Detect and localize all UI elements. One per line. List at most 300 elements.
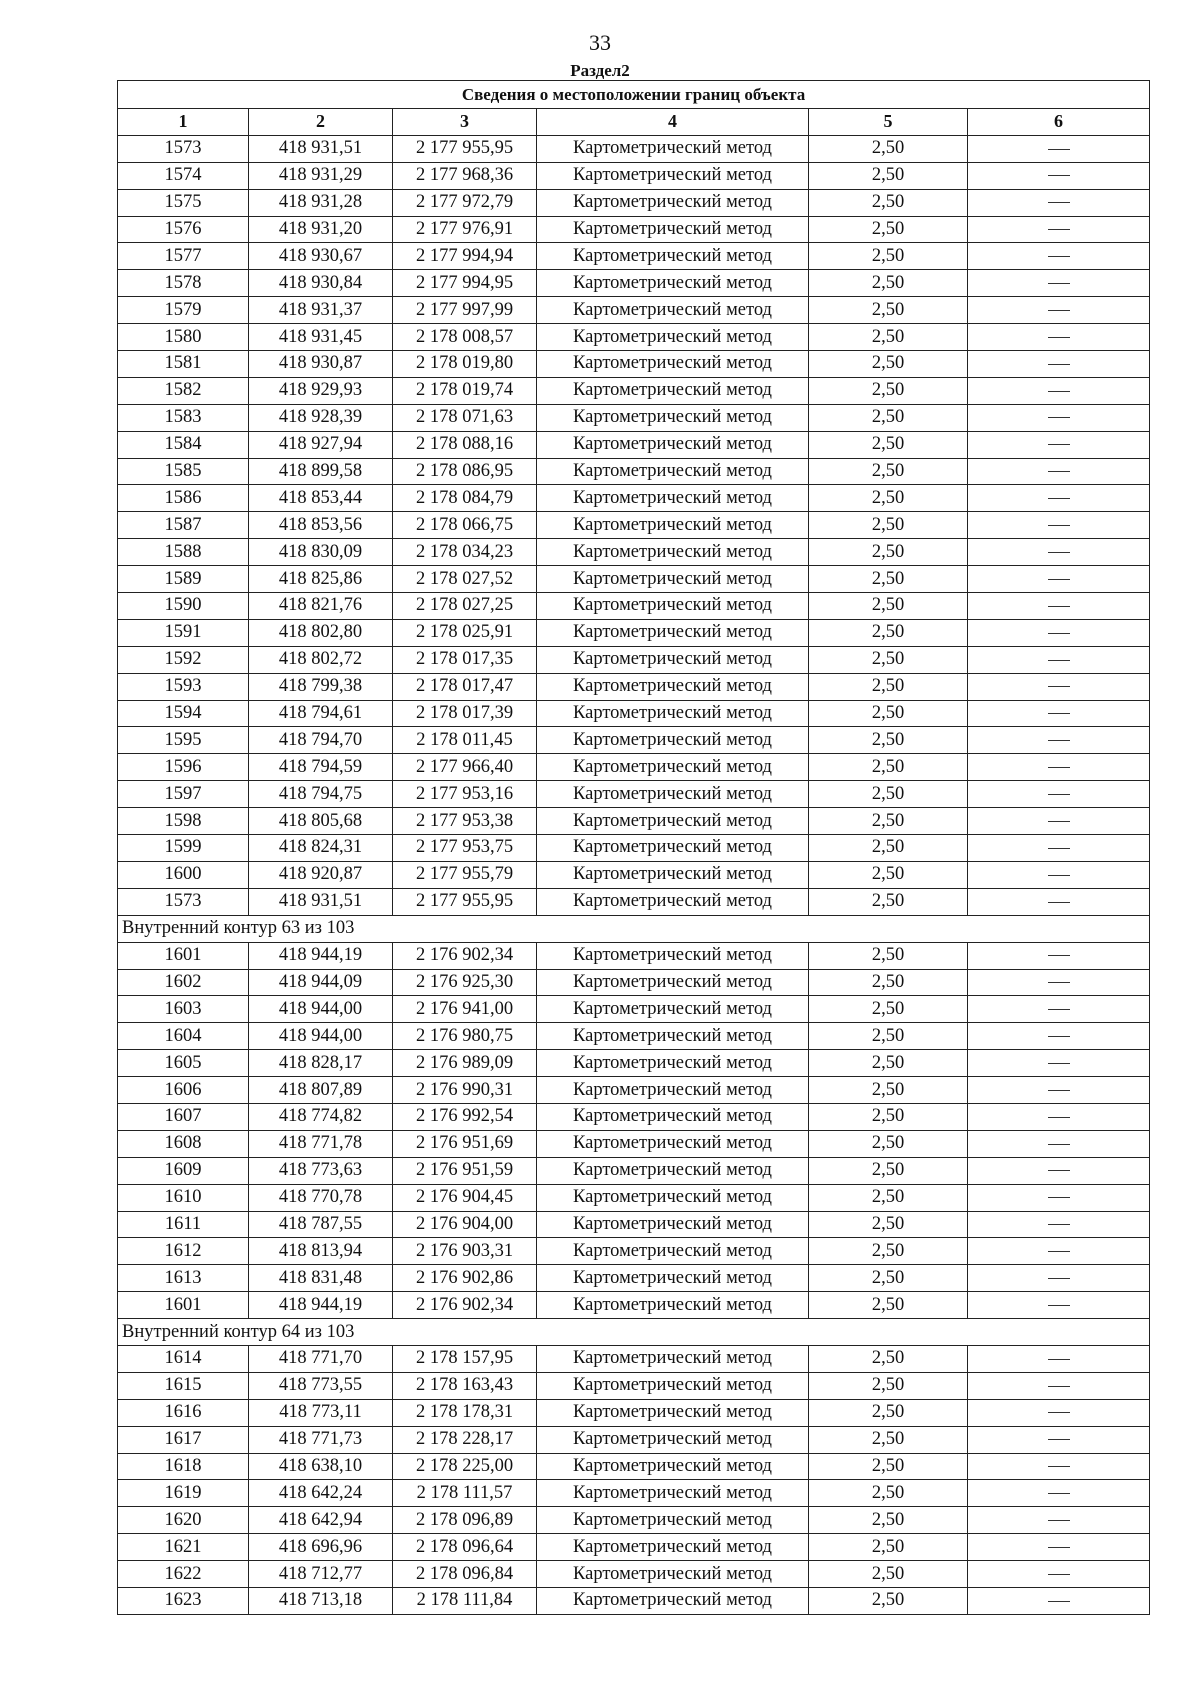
point-number-cell: 1594 (118, 700, 249, 727)
x-coordinate-cell: 418 830,09 (249, 539, 393, 566)
description-cell (968, 243, 1150, 270)
x-coordinate-cell: 418 642,94 (249, 1507, 393, 1534)
accuracy-cell: 2,50 (809, 1372, 968, 1399)
y-coordinate-cell: 2 177 966,40 (393, 754, 537, 781)
y-coordinate-cell: 2 178 088,16 (393, 431, 537, 458)
table-caption: Сведения о местоположении границ объекта (118, 81, 1150, 109)
point-number-cell: 1601 (118, 1292, 249, 1319)
y-coordinate-cell: 2 178 019,80 (393, 351, 537, 378)
section-title: Раздел2 (570, 61, 630, 80)
dash-mark (1048, 229, 1070, 230)
method-cell: Картометрический метод (537, 1426, 809, 1453)
dash-mark (1048, 310, 1070, 311)
point-number-cell: 1585 (118, 458, 249, 485)
table-row (118, 1587, 1150, 1614)
method-cell: Картометрический метод (537, 1265, 809, 1292)
method-cell: Картометрический метод (537, 458, 809, 485)
accuracy-cell: 2,50 (809, 1184, 968, 1211)
description-cell (968, 566, 1150, 593)
method-cell: Картометрический метод (537, 512, 809, 539)
description-cell (968, 324, 1150, 351)
y-coordinate-cell: 2 178 025,91 (393, 619, 537, 646)
method-cell: Картометрический метод (537, 1345, 809, 1372)
method-cell: Картометрический метод (537, 189, 809, 216)
description-cell (968, 512, 1150, 539)
description-cell (968, 1130, 1150, 1157)
method-cell: Картометрический метод (537, 1157, 809, 1184)
x-coordinate-cell: 418 773,55 (249, 1372, 393, 1399)
dash-mark (1048, 1412, 1070, 1413)
accuracy-cell: 2,50 (809, 1480, 968, 1507)
dash-mark (1048, 579, 1070, 580)
x-coordinate-cell: 418 794,59 (249, 754, 393, 781)
accuracy-cell: 2,50 (809, 1238, 968, 1265)
method-cell: Картометрический метод (537, 700, 809, 727)
x-coordinate-cell: 418 773,63 (249, 1157, 393, 1184)
y-coordinate-cell: 2 176 925,30 (393, 969, 537, 996)
point-number-cell: 1598 (118, 808, 249, 835)
dash-mark (1048, 955, 1070, 956)
point-number-cell: 1607 (118, 1103, 249, 1130)
accuracy-cell: 2,50 (809, 297, 968, 324)
dash-mark (1048, 1090, 1070, 1091)
x-coordinate-cell: 418 807,89 (249, 1077, 393, 1104)
x-coordinate-cell: 418 929,93 (249, 377, 393, 404)
dash-mark (1048, 1251, 1070, 1252)
accuracy-cell: 2,50 (809, 431, 968, 458)
y-coordinate-cell: 2 178 163,43 (393, 1372, 537, 1399)
y-coordinate-cell: 2 177 997,99 (393, 297, 537, 324)
y-coordinate-cell: 2 178 008,57 (393, 324, 537, 351)
accuracy-cell: 2,50 (809, 1534, 968, 1561)
point-number-cell: 1618 (118, 1453, 249, 1480)
y-coordinate-cell: 2 176 904,45 (393, 1184, 537, 1211)
method-cell: Картометрический метод (537, 754, 809, 781)
method-cell: Картометрический метод (537, 1130, 809, 1157)
point-number-cell: 1573 (118, 888, 249, 915)
point-number-cell: 1579 (118, 297, 249, 324)
x-coordinate-cell: 418 771,70 (249, 1345, 393, 1372)
x-coordinate-cell: 418 824,31 (249, 835, 393, 862)
point-number-cell: 1596 (118, 754, 249, 781)
table-row (118, 808, 1150, 835)
y-coordinate-cell: 2 177 955,95 (393, 888, 537, 915)
accuracy-cell: 2,50 (809, 646, 968, 673)
accuracy-cell: 2,50 (809, 135, 968, 162)
accuracy-cell: 2,50 (809, 458, 968, 485)
method-cell: Картометрический метод (537, 861, 809, 888)
table-row (118, 1507, 1150, 1534)
column-header: 1 (118, 109, 249, 136)
accuracy-cell: 2,50 (809, 1157, 968, 1184)
accuracy-cell: 2,50 (809, 566, 968, 593)
description-cell (968, 593, 1150, 620)
dash-mark (1048, 444, 1070, 445)
method-cell: Картометрический метод (537, 566, 809, 593)
method-cell: Картометрический метод (537, 673, 809, 700)
accuracy-cell: 2,50 (809, 539, 968, 566)
x-coordinate-cell: 418 802,72 (249, 646, 393, 673)
accuracy-cell: 2,50 (809, 404, 968, 431)
accuracy-cell: 2,50 (809, 1587, 968, 1614)
method-cell: Картометрический метод (537, 243, 809, 270)
description-cell (968, 619, 1150, 646)
table-row (118, 485, 1150, 512)
method-cell: Картометрический метод (537, 1103, 809, 1130)
dash-mark (1048, 417, 1070, 418)
dash-mark (1048, 982, 1070, 983)
method-cell: Картометрический метод (537, 1372, 809, 1399)
table-body (118, 81, 1150, 1615)
table-row (118, 996, 1150, 1023)
point-number-cell: 1604 (118, 1023, 249, 1050)
method-cell: Картометрический метод (537, 1050, 809, 1077)
method-cell: Картометрический метод (537, 1561, 809, 1588)
x-coordinate-cell: 418 771,73 (249, 1426, 393, 1453)
x-coordinate-cell: 418 944,00 (249, 1023, 393, 1050)
method-cell: Картометрический метод (537, 942, 809, 969)
table-row (118, 216, 1150, 243)
table-row (118, 243, 1150, 270)
accuracy-cell: 2,50 (809, 189, 968, 216)
method-cell: Картометрический метод (537, 324, 809, 351)
accuracy-cell: 2,50 (809, 808, 968, 835)
table-row (118, 1103, 1150, 1130)
table-row (118, 673, 1150, 700)
method-cell: Картометрический метод (537, 1184, 809, 1211)
description-cell (968, 700, 1150, 727)
contour-label-row (118, 1319, 1150, 1346)
y-coordinate-cell: 2 177 972,79 (393, 189, 537, 216)
x-coordinate-cell: 418 931,45 (249, 324, 393, 351)
y-coordinate-cell: 2 178 071,63 (393, 404, 537, 431)
dash-mark (1048, 337, 1070, 338)
accuracy-cell: 2,50 (809, 162, 968, 189)
y-coordinate-cell: 2 176 980,75 (393, 1023, 537, 1050)
description-cell (968, 1292, 1150, 1319)
y-coordinate-cell: 2 178 034,23 (393, 539, 537, 566)
accuracy-cell: 2,50 (809, 727, 968, 754)
table-row (118, 566, 1150, 593)
table-row (118, 135, 1150, 162)
accuracy-cell: 2,50 (809, 1507, 968, 1534)
method-cell: Картометрический метод (537, 539, 809, 566)
y-coordinate-cell: 2 178 096,84 (393, 1561, 537, 1588)
y-coordinate-cell: 2 176 951,69 (393, 1130, 537, 1157)
x-coordinate-cell: 418 930,84 (249, 270, 393, 297)
x-coordinate-cell: 418 931,51 (249, 888, 393, 915)
method-cell: Картометрический метод (537, 162, 809, 189)
table-row (118, 1372, 1150, 1399)
x-coordinate-cell: 418 931,29 (249, 162, 393, 189)
table-row (118, 377, 1150, 404)
dash-mark (1048, 283, 1070, 284)
x-coordinate-cell: 418 638,10 (249, 1453, 393, 1480)
description-cell (968, 1023, 1150, 1050)
description-cell (968, 861, 1150, 888)
method-cell: Картометрический метод (537, 1507, 809, 1534)
x-coordinate-cell: 418 825,86 (249, 566, 393, 593)
accuracy-cell: 2,50 (809, 942, 968, 969)
point-number-cell: 1616 (118, 1399, 249, 1426)
method-cell: Картометрический метод (537, 351, 809, 378)
description-cell (968, 1561, 1150, 1588)
column-header: 3 (393, 109, 537, 136)
table-row (118, 1453, 1150, 1480)
y-coordinate-cell: 2 178 017,39 (393, 700, 537, 727)
point-number-cell: 1574 (118, 162, 249, 189)
dash-mark (1048, 149, 1070, 150)
accuracy-cell: 2,50 (809, 324, 968, 351)
method-cell: Картометрический метод (537, 1587, 809, 1614)
description-cell (968, 781, 1150, 808)
accuracy-cell: 2,50 (809, 754, 968, 781)
point-number-cell: 1600 (118, 861, 249, 888)
description-cell (968, 1426, 1150, 1453)
y-coordinate-cell: 2 176 902,86 (393, 1265, 537, 1292)
table-row (118, 1345, 1150, 1372)
y-coordinate-cell: 2 178 157,95 (393, 1345, 537, 1372)
x-coordinate-cell: 418 831,48 (249, 1265, 393, 1292)
x-coordinate-cell: 418 931,37 (249, 297, 393, 324)
dash-mark (1048, 1493, 1070, 1494)
y-coordinate-cell: 2 178 096,64 (393, 1534, 537, 1561)
dash-mark (1048, 633, 1070, 634)
point-number-cell: 1580 (118, 324, 249, 351)
description-cell (968, 1103, 1150, 1130)
x-coordinate-cell: 418 821,76 (249, 593, 393, 620)
table-row (118, 835, 1150, 862)
point-number-cell: 1609 (118, 1157, 249, 1184)
dash-mark (1048, 1601, 1070, 1602)
table-row (118, 969, 1150, 996)
accuracy-cell: 2,50 (809, 1023, 968, 1050)
column-header: 2 (249, 109, 393, 136)
table-row (118, 1130, 1150, 1157)
table-row (118, 1534, 1150, 1561)
x-coordinate-cell: 418 774,82 (249, 1103, 393, 1130)
point-number-cell: 1599 (118, 835, 249, 862)
method-cell: Картометрический метод (537, 1480, 809, 1507)
y-coordinate-cell: 2 178 066,75 (393, 512, 537, 539)
table-row (118, 324, 1150, 351)
point-number-cell: 1576 (118, 216, 249, 243)
method-cell: Картометрический метод (537, 431, 809, 458)
point-number-cell: 1614 (118, 1345, 249, 1372)
y-coordinate-cell: 2 176 990,31 (393, 1077, 537, 1104)
x-coordinate-cell: 418 771,78 (249, 1130, 393, 1157)
x-coordinate-cell: 418 787,55 (249, 1211, 393, 1238)
x-coordinate-cell: 418 794,75 (249, 781, 393, 808)
dash-mark (1048, 1520, 1070, 1521)
y-coordinate-cell: 2 176 941,00 (393, 996, 537, 1023)
description-cell (968, 297, 1150, 324)
accuracy-cell: 2,50 (809, 243, 968, 270)
table-row (118, 431, 1150, 458)
point-number-cell: 1575 (118, 189, 249, 216)
x-coordinate-cell: 418 899,58 (249, 458, 393, 485)
table-row (118, 1561, 1150, 1588)
method-cell: Картометрический метод (537, 808, 809, 835)
accuracy-cell: 2,50 (809, 673, 968, 700)
table-row (118, 1265, 1150, 1292)
dash-mark (1048, 202, 1070, 203)
table-row (118, 700, 1150, 727)
description-cell (968, 1050, 1150, 1077)
x-coordinate-cell: 418 770,78 (249, 1184, 393, 1211)
description-cell (968, 216, 1150, 243)
dash-mark (1048, 364, 1070, 365)
accuracy-cell: 2,50 (809, 351, 968, 378)
method-cell: Картометрический метод (537, 270, 809, 297)
method-cell: Картометрический метод (537, 727, 809, 754)
dash-mark (1048, 1466, 1070, 1467)
dash-mark (1048, 498, 1070, 499)
table-caption-row (118, 81, 1150, 109)
x-coordinate-cell: 418 642,24 (249, 1480, 393, 1507)
point-number-cell: 1582 (118, 377, 249, 404)
table-row (118, 593, 1150, 620)
y-coordinate-cell: 2 178 019,74 (393, 377, 537, 404)
table-row (118, 861, 1150, 888)
description-cell (968, 1534, 1150, 1561)
x-coordinate-cell: 418 931,20 (249, 216, 393, 243)
accuracy-cell: 2,50 (809, 1561, 968, 1588)
contour-label: Внутренний контур 64 из 103 (118, 1319, 1150, 1346)
point-number-cell: 1611 (118, 1211, 249, 1238)
accuracy-cell: 2,50 (809, 1426, 968, 1453)
x-coordinate-cell: 418 794,61 (249, 700, 393, 727)
accuracy-cell: 2,50 (809, 996, 968, 1023)
table-row (118, 619, 1150, 646)
y-coordinate-cell: 2 176 902,34 (393, 1292, 537, 1319)
x-coordinate-cell: 418 927,94 (249, 431, 393, 458)
point-number-cell: 1620 (118, 1507, 249, 1534)
description-cell (968, 1587, 1150, 1614)
x-coordinate-cell: 418 805,68 (249, 808, 393, 835)
point-number-cell: 1608 (118, 1130, 249, 1157)
point-number-cell: 1581 (118, 351, 249, 378)
table-row (118, 1480, 1150, 1507)
description-cell (968, 754, 1150, 781)
dash-mark (1048, 1170, 1070, 1171)
dash-mark (1048, 767, 1070, 768)
table-row (118, 1077, 1150, 1104)
dash-mark (1048, 1117, 1070, 1118)
point-number-cell: 1578 (118, 270, 249, 297)
dash-mark (1048, 660, 1070, 661)
method-cell: Картометрический метод (537, 888, 809, 915)
method-cell: Картометрический метод (537, 969, 809, 996)
table-row (118, 512, 1150, 539)
x-coordinate-cell: 418 828,17 (249, 1050, 393, 1077)
y-coordinate-cell: 2 178 084,79 (393, 485, 537, 512)
y-coordinate-cell: 2 178 017,47 (393, 673, 537, 700)
dash-mark (1048, 740, 1070, 741)
point-number-cell: 1586 (118, 485, 249, 512)
description-cell (968, 1265, 1150, 1292)
x-coordinate-cell: 418 802,80 (249, 619, 393, 646)
table-row (118, 1184, 1150, 1211)
table-row (118, 351, 1150, 378)
accuracy-cell: 2,50 (809, 1050, 968, 1077)
point-number-cell: 1612 (118, 1238, 249, 1265)
accuracy-cell: 2,50 (809, 593, 968, 620)
method-cell: Картометрический метод (537, 1534, 809, 1561)
y-coordinate-cell: 2 177 968,36 (393, 162, 537, 189)
y-coordinate-cell: 2 178 011,45 (393, 727, 537, 754)
y-coordinate-cell: 2 176 989,09 (393, 1050, 537, 1077)
point-number-cell: 1597 (118, 781, 249, 808)
y-coordinate-cell: 2 177 955,79 (393, 861, 537, 888)
point-number-cell: 1584 (118, 431, 249, 458)
point-number-cell: 1610 (118, 1184, 249, 1211)
point-number-cell: 1587 (118, 512, 249, 539)
dash-mark (1048, 1305, 1070, 1306)
point-number-cell: 1592 (118, 646, 249, 673)
dash-mark (1048, 1547, 1070, 1548)
method-cell: Картометрический метод (537, 996, 809, 1023)
accuracy-cell: 2,50 (809, 216, 968, 243)
dash-mark (1048, 1574, 1070, 1575)
description-cell (968, 835, 1150, 862)
dash-mark (1048, 1224, 1070, 1225)
dash-mark (1048, 1278, 1070, 1279)
table-row (118, 1292, 1150, 1319)
x-coordinate-cell: 418 920,87 (249, 861, 393, 888)
point-number-cell: 1595 (118, 727, 249, 754)
table-row (118, 404, 1150, 431)
table-row (118, 888, 1150, 915)
x-coordinate-cell: 418 794,70 (249, 727, 393, 754)
dash-mark (1048, 1197, 1070, 1198)
description-cell (968, 1507, 1150, 1534)
table-row (118, 942, 1150, 969)
x-coordinate-cell: 418 944,19 (249, 942, 393, 969)
y-coordinate-cell: 2 177 994,95 (393, 270, 537, 297)
description-cell (968, 942, 1150, 969)
dash-mark (1048, 821, 1070, 822)
accuracy-cell: 2,50 (809, 861, 968, 888)
description-cell (968, 1372, 1150, 1399)
method-cell: Картометрический метод (537, 1023, 809, 1050)
point-number-cell: 1615 (118, 1372, 249, 1399)
accuracy-cell: 2,50 (809, 888, 968, 915)
description-cell (968, 162, 1150, 189)
x-coordinate-cell: 418 696,96 (249, 1534, 393, 1561)
description-cell (968, 1077, 1150, 1104)
accuracy-cell: 2,50 (809, 377, 968, 404)
table-row (118, 727, 1150, 754)
table-row (118, 1238, 1150, 1265)
description-cell (968, 646, 1150, 673)
method-cell: Картометрический метод (537, 1453, 809, 1480)
accuracy-cell: 2,50 (809, 1130, 968, 1157)
table-header-row (118, 109, 1150, 136)
column-header: 6 (968, 109, 1150, 136)
method-cell: Картометрический метод (537, 646, 809, 673)
y-coordinate-cell: 2 177 953,38 (393, 808, 537, 835)
dash-mark (1048, 686, 1070, 687)
point-number-cell: 1590 (118, 593, 249, 620)
point-number-cell: 1577 (118, 243, 249, 270)
accuracy-cell: 2,50 (809, 1345, 968, 1372)
dash-mark (1048, 552, 1070, 553)
dash-mark (1048, 1063, 1070, 1064)
description-cell (968, 1399, 1150, 1426)
point-number-cell: 1606 (118, 1077, 249, 1104)
x-coordinate-cell: 418 713,18 (249, 1587, 393, 1614)
